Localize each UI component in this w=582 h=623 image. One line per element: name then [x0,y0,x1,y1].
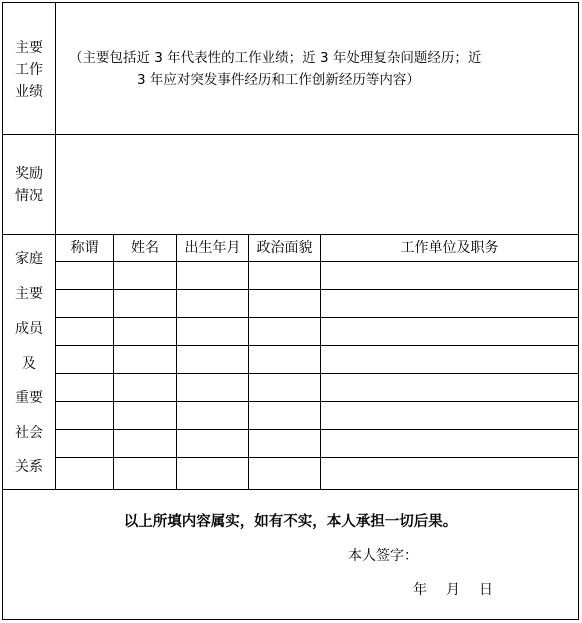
family-col-divider-1 [113,234,114,489]
family-col-divider-3 [248,234,249,489]
family-label-char: 成员 [15,321,43,337]
date-day-label: 日 [479,582,493,598]
registration-form [2,2,579,620]
date-month-label: 月 [446,582,460,598]
awards-label-line: 情况 [15,188,43,204]
family-row-line [55,345,578,346]
date-year-label: 年 [413,582,427,598]
family-label-char: 关系 [15,459,43,475]
family-col-divider-4 [320,234,321,489]
family-label-char: 主要 [15,286,43,302]
performance-label [11,37,47,103]
column-header-birth-date: 出生年月 [184,240,241,256]
family-row-line [55,317,578,318]
divider-performance-awards [3,134,578,135]
signature-label: 本人签字： [348,548,418,564]
family-label-char: 家庭 [15,251,43,267]
family-label-char: 重要 [15,390,43,406]
family-row-line [55,373,578,374]
column-header-name: 姓名 [131,240,159,256]
family-row-line [55,457,578,458]
performance-label-line: 主要 [15,40,43,56]
performance-hint-line2: 3 年应对突发事件经历和工作创新经历等内容） [137,72,420,88]
performance-label-line: 工作 [15,62,43,78]
awards-label-line: 奖励 [15,166,43,182]
column-header-employer-position: 工作单位及职务 [400,240,499,256]
family-row-line [55,261,578,262]
column-header-relation: 称谓 [70,240,99,256]
family-label-char: 及 [22,356,36,372]
family-row-line [55,429,578,430]
divider-family-declaration [3,489,578,490]
declaration-statement: 以上所填内容属实，如有不实，本人承担一切后果。 [123,514,458,530]
column-header-political-status: 政治面貌 [256,240,313,256]
divider-awards-family [3,234,578,235]
family-label-char: 社会 [15,425,43,441]
awards-label [11,163,47,207]
family-col-divider-2 [176,234,177,489]
performance-hint-line1: （主要包括近 3 年代表性的工作业绩；近 3 年处理复杂问题经历；近 [69,50,482,66]
performance-label-line: 业绩 [15,84,43,100]
family-row-line [55,401,578,402]
family-row-line [55,289,578,290]
